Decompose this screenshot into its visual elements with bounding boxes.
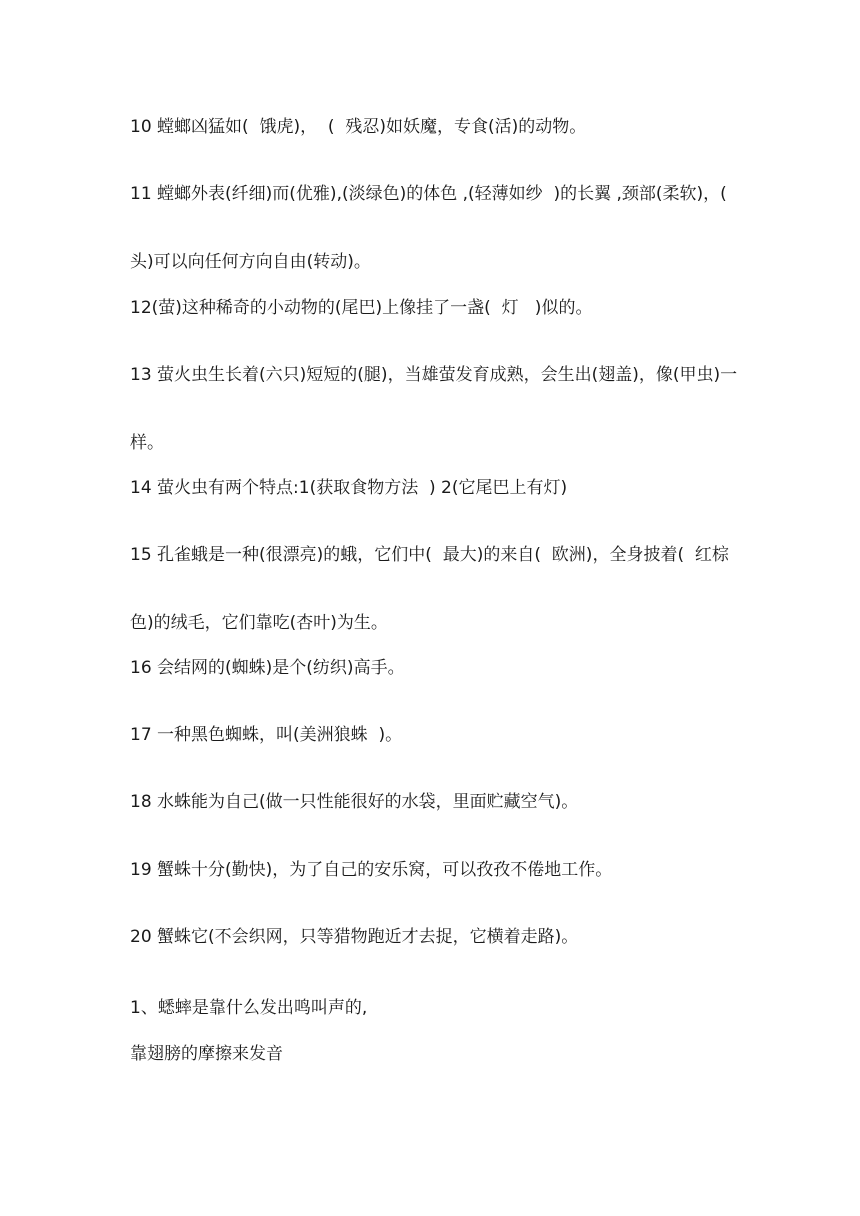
item-13: 13 萤火虫生长着(六只)短短的(腿)，当雄萤发育成熟，会生出(翅盖)，像(甲虫)一样。: [130, 365, 738, 453]
item-11: 11 螳螂外表(纤细)而(优雅),(淡绿色)的体色 ,(轻薄如纱 )的长翼 ,颈部(柔软)，( 头)可以向任何方向自由(转动)。: [130, 184, 738, 272]
item-20: 20 蟹蛛它(不会织网，只等猎物跑近才去捉，它横着走路)。: [130, 927, 579, 947]
question-1: 1、蟋蟀是靠什么发出鸣叫声的,: [130, 998, 368, 1018]
item-16: 16 会结网的(蜘蛛)是个(纺织)高手。: [130, 658, 405, 678]
item-17: 17 一种黑色蜘蛛，叫(美洲狼蛛 )。: [130, 725, 403, 745]
item-18: 18 水蛛能为自己(做一只性能很好的水袋，里面贮藏空气)。: [130, 792, 579, 812]
item-14: 14 萤火虫有两个特点:1(获取食物方法 ) 2(它尾巴上有灯): [130, 478, 568, 498]
item-12: 12(萤)这种稀奇的小动物的(尾巴)上像挂了一盏( 灯 )似的。: [130, 298, 593, 318]
item-15: 15 孔雀蛾是一种(很漂亮)的蛾，它们中( 最大)的来自( 欧洲)，全身披着( 红棕色)的绒毛，它们靠吃(杏叶)为生。: [130, 545, 729, 633]
answer-1: 靠翅膀的摩擦来发音: [130, 1044, 283, 1064]
item-19: 19 蟹蛛十分(勤快)，为了自己的安乐窝，可以孜孜不倦地工作。: [130, 860, 613, 880]
item-10: 10 螳螂凶猛如( 饿虎)， ( 残忍)如妖魔，专食(活)的动物。: [130, 117, 587, 137]
